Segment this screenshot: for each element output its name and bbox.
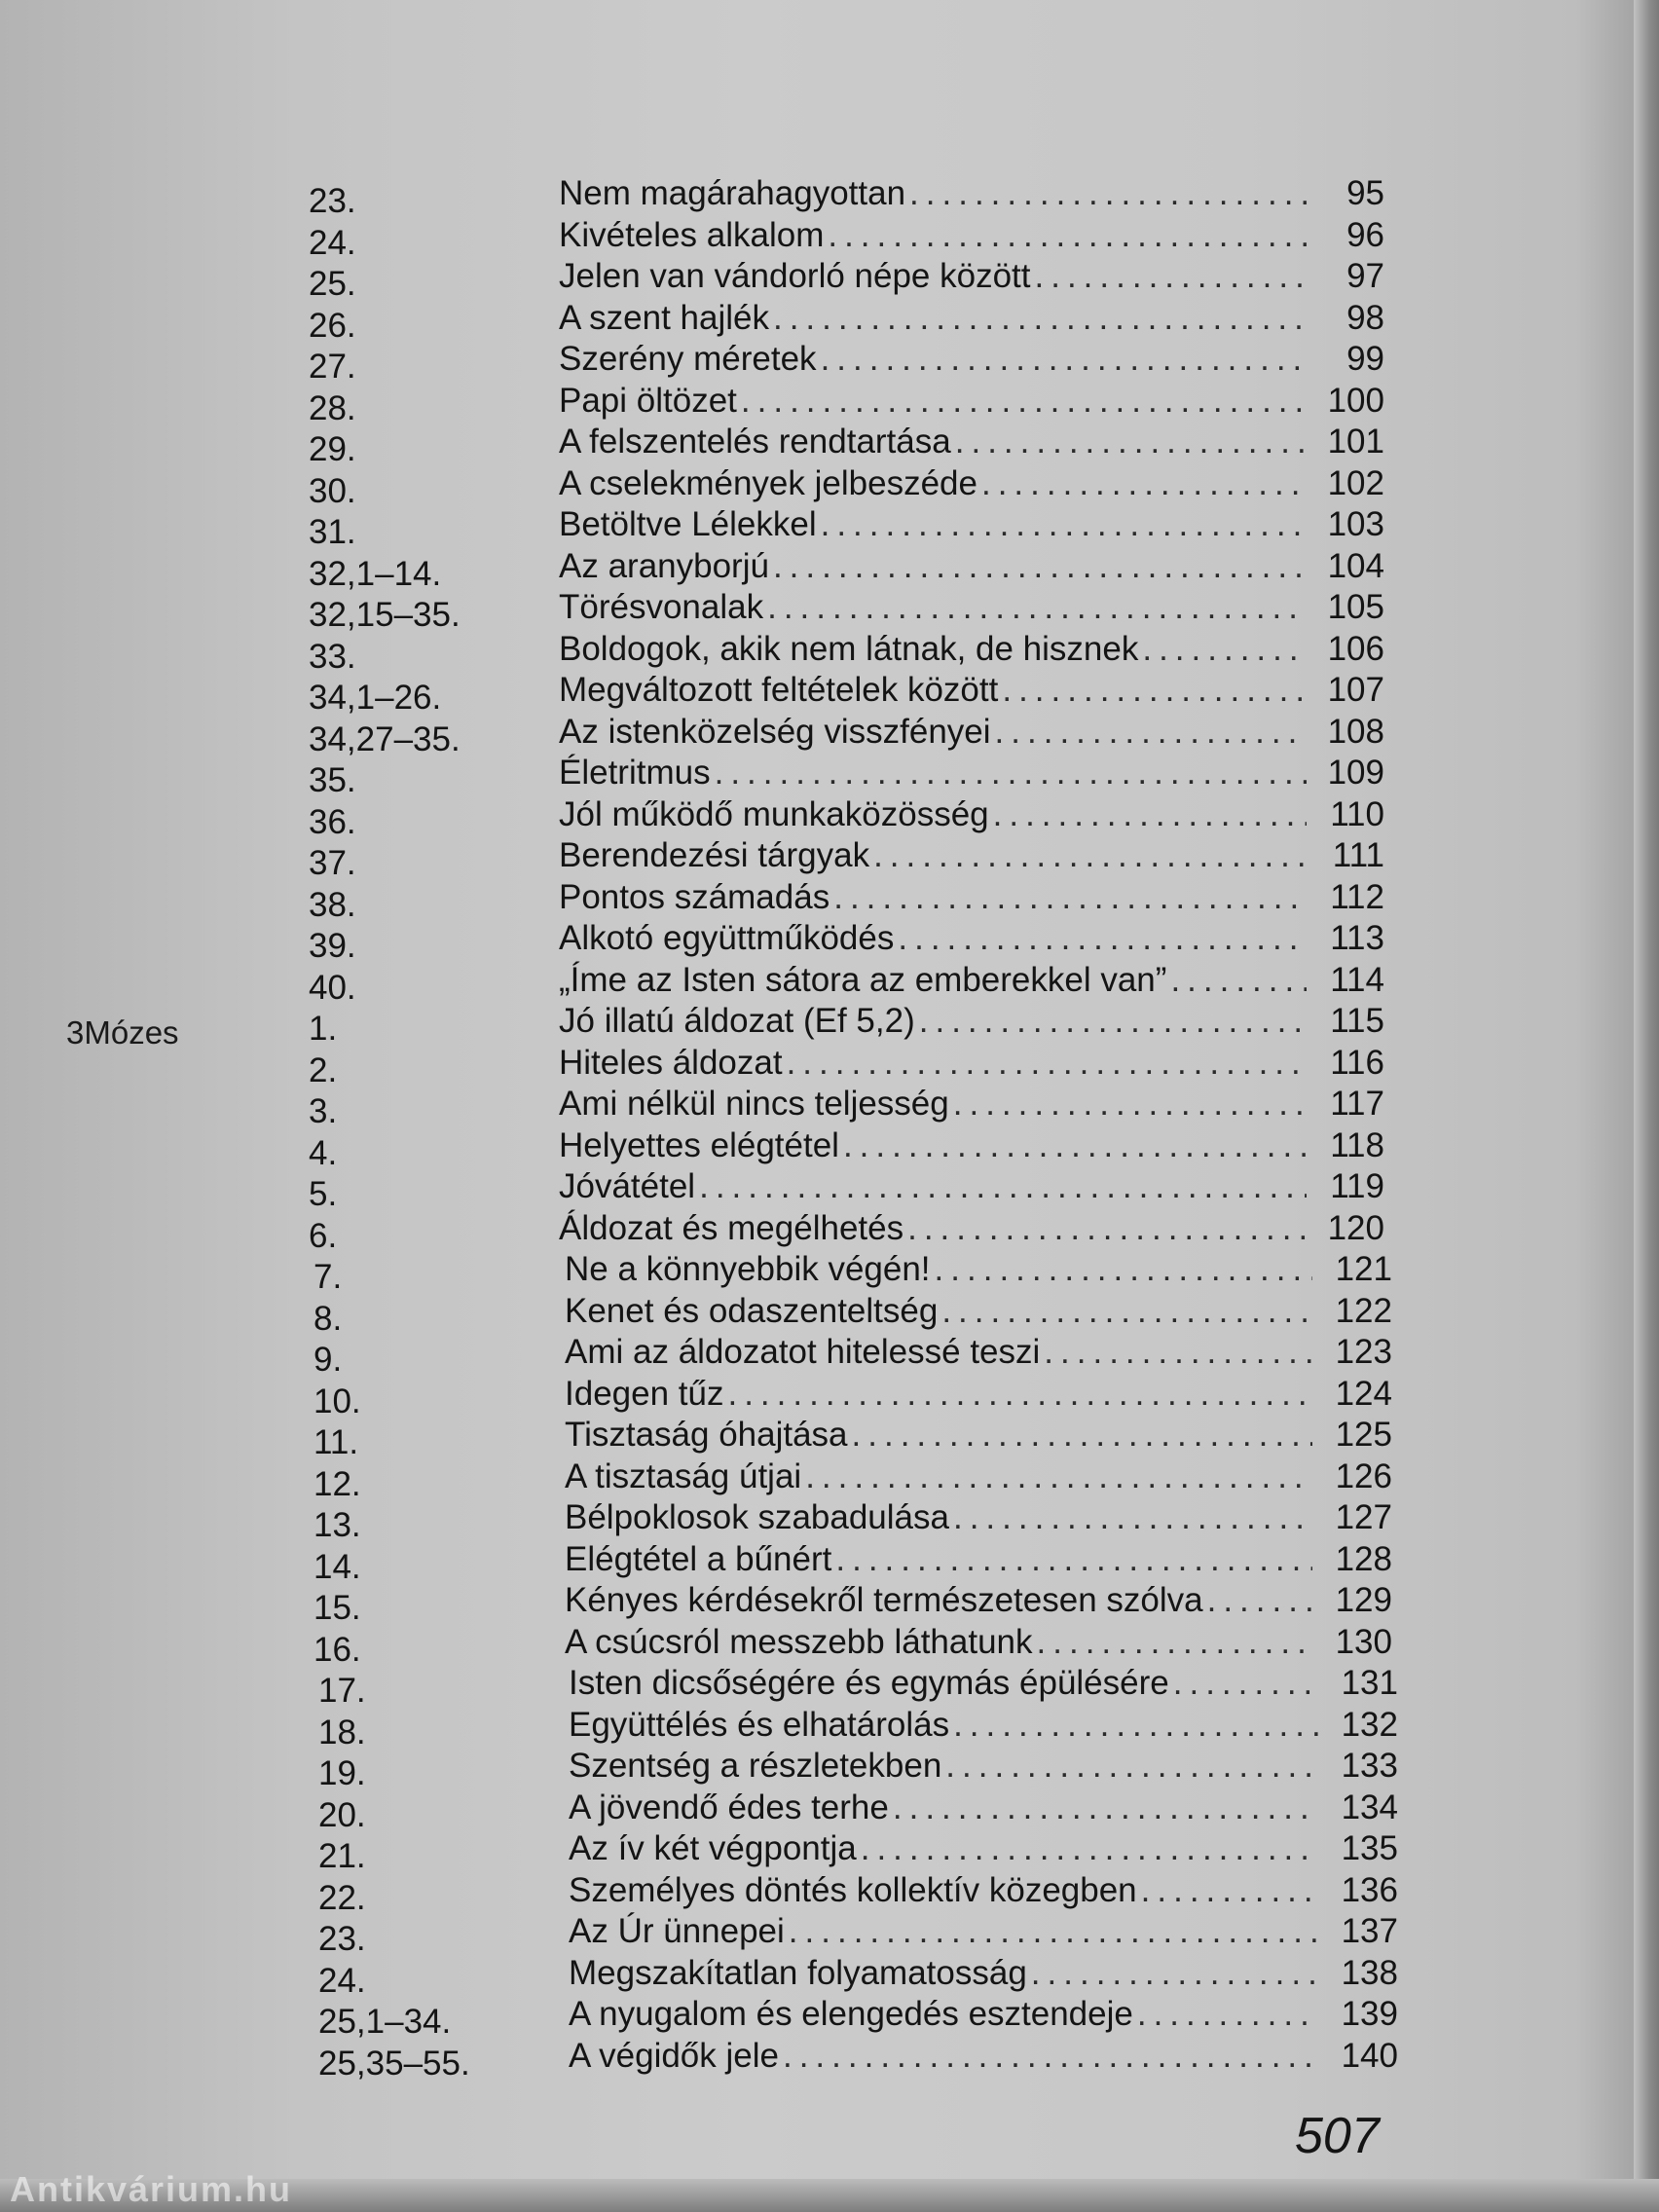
chapter-number: 28.	[309, 388, 356, 427]
page-ref: 110	[1330, 794, 1384, 833]
entry-title: A végidők jele	[569, 2036, 779, 2075]
toc-entry	[569, 2036, 1318, 2078]
leader-dots	[828, 215, 1307, 257]
toc-row	[0, 215, 1659, 262]
chapter-number: 20.	[318, 1795, 366, 1834]
entry-title: A nyugalom és elengedés esztendeje	[569, 1995, 1133, 2033]
toc-entry	[559, 712, 1307, 754]
leader-dots	[907, 1208, 1307, 1250]
toc-entry	[559, 918, 1307, 960]
chapter-number: 12.	[313, 1464, 361, 1503]
page-ref: 101	[1327, 423, 1384, 461]
entry-title: A tisztaság útjai	[565, 1456, 802, 1495]
toc-entry	[559, 587, 1307, 629]
toc-row	[0, 1747, 1659, 1792]
toc-entry	[565, 1456, 1312, 1498]
leader-dots	[1142, 629, 1307, 671]
page-number: 507	[1295, 2108, 1380, 2164]
toc-entry	[559, 298, 1307, 340]
chapter-number: 27.	[309, 348, 356, 386]
leader-dots	[861, 1828, 1318, 1870]
toc-row	[0, 1250, 1659, 1296]
chapter-number: 34,27–35.	[309, 719, 461, 758]
entry-title: Ami az áldozatot hitelessé teszi	[565, 1333, 1041, 1371]
page-ref: 116	[1330, 1043, 1384, 1082]
toc-row	[0, 1581, 1659, 1627]
toc-row	[0, 1167, 1659, 1213]
entry-title: Helyettes elégtétel	[559, 1125, 839, 1164]
entry-title: Kivételes alkalom	[559, 215, 825, 254]
leader-dots	[919, 1001, 1307, 1043]
leader-dots	[1170, 960, 1307, 1002]
page-ref: 113	[1330, 919, 1384, 957]
entry-title: Betöltve Lélekkel	[559, 505, 817, 543]
toc-row	[0, 960, 1659, 1007]
toc-row	[0, 1705, 1659, 1751]
toc-row	[0, 463, 1659, 510]
entry-title: Megváltozott feltételek között	[559, 671, 999, 709]
page-ref: 140	[1341, 2036, 1398, 2075]
toc-entry	[559, 504, 1307, 546]
leader-dots	[953, 1497, 1312, 1539]
toc-entry	[559, 877, 1307, 919]
chapter-number: 15.	[313, 1589, 361, 1627]
toc-row	[0, 1291, 1659, 1338]
entry-title: Papi öltözet	[559, 381, 737, 420]
leader-dots	[1137, 1994, 1318, 2036]
page-ref: 131	[1341, 1664, 1398, 1702]
page-ref: 137	[1341, 1912, 1398, 1950]
chapter-number: 32,1–14.	[309, 554, 442, 593]
leader-dots	[773, 298, 1307, 340]
toc-row	[0, 1085, 1659, 1130]
chapter-number: 25,35–55.	[318, 2044, 470, 2083]
entry-title: Az Úr ünnepei	[569, 1912, 785, 1950]
leader-dots	[909, 173, 1307, 215]
toc-entry	[569, 1911, 1318, 1953]
entry-title: Hiteles áldozat	[559, 1043, 783, 1082]
toc-entry	[559, 835, 1307, 877]
entry-title: A cselekmények jelbeszéde	[559, 463, 977, 502]
page-ref: 125	[1335, 1416, 1392, 1454]
leader-dots	[789, 1911, 1318, 1953]
entry-title: Boldogok, akik nem látnak, de hisznek	[559, 629, 1139, 668]
toc-entry	[569, 1828, 1318, 1870]
toc-entry	[559, 1166, 1307, 1208]
toc-row	[0, 1374, 1659, 1420]
page-ref: 128	[1335, 1539, 1392, 1578]
entry-title: Tisztaság óhajtása	[565, 1416, 848, 1454]
page-ref: 129	[1335, 1581, 1392, 1619]
leader-dots	[981, 463, 1307, 505]
page-ref: 130	[1335, 1622, 1392, 1661]
toc-entry	[559, 960, 1307, 1002]
page-ref: 119	[1330, 1167, 1384, 1205]
toc-row	[0, 836, 1659, 882]
leader-dots	[953, 1705, 1318, 1747]
toc-entry	[565, 1291, 1312, 1333]
page-ref: 114	[1330, 960, 1384, 999]
entry-title: Bélpoklosok szabadulása	[565, 1498, 949, 1536]
chapter-number: 13.	[313, 1506, 361, 1544]
leader-dots	[993, 794, 1307, 836]
toc-entry	[559, 546, 1307, 588]
page-ref: 127	[1335, 1498, 1392, 1536]
leader-dots	[1002, 670, 1307, 712]
entry-title: Személyes döntés kollektív közegben	[569, 1870, 1137, 1909]
toc-entry	[569, 1870, 1318, 1912]
entry-title: Szentség a részletekben	[569, 1747, 942, 1785]
toc-row	[0, 381, 1659, 427]
toc-row	[0, 505, 1659, 551]
leader-dots	[898, 918, 1307, 960]
chapter-number: 29.	[309, 430, 356, 468]
chapter-number: 5.	[309, 1175, 338, 1213]
leader-dots	[1173, 1663, 1318, 1705]
toc-entry	[569, 1994, 1318, 2036]
toc-row	[0, 1125, 1659, 1172]
page-ref: 134	[1341, 1788, 1398, 1826]
toc-entry	[559, 215, 1307, 257]
toc-row	[0, 2036, 1659, 2083]
toc-entry	[559, 173, 1307, 215]
leader-dots	[787, 1043, 1307, 1085]
chapter-number: 10.	[313, 1382, 361, 1420]
entry-title: A jövendő édes terhe	[569, 1788, 889, 1826]
page-ref: 99	[1346, 340, 1384, 378]
chapter-number: 30.	[309, 471, 356, 510]
toc-row	[0, 1498, 1659, 1544]
page-ref: 102	[1327, 463, 1384, 502]
entry-title: Törésvonalak	[559, 588, 764, 626]
toc-row	[0, 1912, 1659, 1958]
page-ref: 117	[1330, 1085, 1384, 1123]
toc-entry	[565, 1497, 1312, 1539]
toc-row	[0, 1539, 1659, 1586]
toc-entry	[559, 1208, 1307, 1250]
page-ref: 138	[1341, 1953, 1398, 1992]
leader-dots	[773, 546, 1307, 588]
entry-title: Együttélés és elhatárolás	[569, 1705, 950, 1744]
leader-dots	[953, 1084, 1307, 1125]
chapter-number: 32,15–35.	[309, 596, 461, 634]
toc-row	[0, 257, 1659, 303]
toc-row	[0, 1456, 1659, 1503]
entry-title: Jóvátétel	[559, 1167, 696, 1205]
toc-row	[0, 1995, 1659, 2041]
toc-entry	[565, 1332, 1312, 1374]
toc-row	[0, 919, 1659, 965]
entry-title: Idegen tűz	[565, 1374, 724, 1413]
toc-entry	[569, 1663, 1318, 1705]
leader-dots	[995, 712, 1307, 754]
page-ref: 112	[1330, 877, 1384, 916]
page-ref: 107	[1327, 671, 1384, 709]
page-ref: 124	[1335, 1374, 1392, 1413]
page-ref: 105	[1327, 588, 1384, 626]
page-ref: 123	[1335, 1333, 1392, 1371]
leader-dots	[727, 1374, 1312, 1416]
toc-row	[0, 794, 1659, 841]
toc-entry	[559, 463, 1307, 505]
chapter-number: 9.	[313, 1341, 343, 1379]
page-ref: 133	[1341, 1747, 1398, 1785]
chapter-number: 35.	[309, 761, 356, 799]
toc-entry	[559, 753, 1307, 794]
leader-dots	[821, 504, 1307, 546]
leader-dots	[805, 1456, 1312, 1498]
toc-entry	[559, 794, 1307, 836]
toc-row	[0, 425, 1659, 467]
chapter-number: 31.	[309, 513, 356, 551]
entry-title: Jelen van vándorló népe között	[559, 257, 1031, 295]
chapter-number: 25,1–34.	[318, 2003, 452, 2041]
leader-dots	[835, 1539, 1312, 1581]
chapter-number: 11.	[313, 1423, 359, 1461]
chapter-number: 34,1–26.	[309, 679, 442, 717]
toc-entry	[559, 670, 1307, 712]
leader-dots	[935, 1249, 1312, 1291]
toc-entry	[565, 1539, 1312, 1581]
toc-row	[0, 1664, 1659, 1710]
leader-dots	[1031, 1953, 1318, 1995]
leader-dots	[955, 422, 1307, 463]
chapter-number: 1.	[309, 1010, 338, 1048]
chapter-number: 37.	[309, 844, 356, 882]
chapter-number: 21.	[318, 1837, 366, 1875]
book-label: 3Mózes	[66, 1014, 179, 1051]
leader-dots	[893, 1788, 1318, 1829]
entry-title: Áldozat és megélhetés	[559, 1208, 904, 1247]
page-ref: 106	[1327, 629, 1384, 668]
toc-row	[0, 1043, 1659, 1089]
page-ref: 135	[1341, 1829, 1398, 1867]
chapter-number: 23.	[309, 182, 356, 220]
toc-row	[0, 1870, 1659, 1917]
leader-dots	[941, 1291, 1312, 1333]
page-ref: 104	[1327, 546, 1384, 585]
page-ref: 109	[1327, 754, 1384, 792]
page-ref: 108	[1327, 712, 1384, 751]
entry-title: Ne a könnyebbik végén!	[565, 1250, 931, 1288]
leader-dots	[873, 835, 1307, 877]
toc-entry	[559, 339, 1307, 381]
entry-title: Nem magárahagyottan	[559, 174, 906, 212]
chapter-number: 22.	[318, 1878, 366, 1917]
page-ref: 132	[1341, 1705, 1398, 1744]
chapter-number: 7.	[313, 1258, 343, 1296]
leader-dots	[715, 753, 1307, 794]
page-ref: 115	[1330, 1002, 1384, 1040]
chapter-number: 25.	[309, 265, 356, 303]
chapter-number: 14.	[313, 1547, 361, 1586]
leader-dots	[741, 381, 1307, 423]
toc-row	[0, 1622, 1659, 1669]
page-ref: 100	[1327, 381, 1384, 420]
toc-row	[0, 546, 1659, 593]
leader-dots	[821, 339, 1307, 381]
toc-entry	[569, 1746, 1318, 1788]
toc-entry	[569, 1705, 1318, 1747]
toc-row	[0, 174, 1659, 220]
entry-title: Jó illatú áldozat (Ef 5,2)	[559, 1002, 915, 1040]
entry-title: Az istenközelség visszfényei	[559, 712, 991, 751]
chapter-number: 24.	[309, 223, 356, 262]
watermark: Antikvárium.hu	[10, 2169, 293, 2209]
leader-dots	[699, 1166, 1307, 1208]
page-ref: 136	[1341, 1870, 1398, 1909]
toc-entry	[559, 629, 1307, 671]
entry-title: A szent hajlék	[559, 298, 769, 337]
page-ref: 111	[1332, 836, 1384, 874]
toc-row	[0, 340, 1659, 386]
leader-dots	[1035, 256, 1308, 298]
chapter-number: 40.	[309, 968, 356, 1007]
toc-entry	[569, 1953, 1318, 1995]
chapter-number: 16.	[313, 1630, 361, 1669]
entry-title: Isten dicsőségére és egymás épülésére	[569, 1664, 1169, 1702]
page-ref: 126	[1335, 1456, 1392, 1495]
toc-entry	[559, 1084, 1307, 1125]
page-ref: 121	[1335, 1250, 1392, 1288]
toc-row	[0, 1953, 1659, 2000]
toc-row	[0, 877, 1659, 924]
toc-row	[0, 1416, 1659, 1461]
entry-title: Ami nélkül nincs teljesség	[559, 1085, 949, 1123]
leader-dots	[1141, 1870, 1318, 1912]
toc-entry	[565, 1249, 1312, 1291]
entry-title: Életritmus	[559, 754, 711, 792]
entry-title: A csúcsról messzebb láthatunk	[565, 1622, 1033, 1661]
leader-dots	[945, 1746, 1318, 1788]
toc-row	[0, 712, 1659, 758]
leader-dots	[852, 1415, 1312, 1456]
entry-title: A felszentelés rendtartása	[559, 423, 951, 461]
toc-entry	[565, 1622, 1312, 1664]
chapter-number: 3.	[309, 1092, 338, 1130]
leader-dots	[1207, 1580, 1312, 1622]
page-ref: 139	[1341, 1995, 1398, 2033]
toc-row	[0, 1002, 1659, 1048]
leader-dots	[767, 587, 1307, 629]
entry-title: Kenet és odaszenteltség	[565, 1291, 939, 1330]
page-bottom-edge	[0, 2169, 1659, 2212]
page-ref: 96	[1346, 215, 1384, 254]
chapter-number: 17.	[318, 1672, 366, 1710]
toc-row	[0, 629, 1659, 676]
page-ref: 97	[1346, 257, 1384, 295]
entry-title: Szerény méretek	[559, 340, 817, 378]
entry-title: Kényes kérdésekről természetesen szólva	[565, 1581, 1203, 1619]
chapter-number: 26.	[309, 306, 356, 345]
leader-dots	[1037, 1622, 1312, 1664]
chapter-number: 24.	[318, 1961, 366, 2000]
entry-title: Elégtétel a bűnért	[565, 1539, 832, 1578]
entry-title: Berendezési tárgyak	[559, 836, 870, 874]
chapter-number: 4.	[309, 1133, 338, 1172]
entry-title: Az ív két végpontja	[569, 1829, 857, 1867]
table-of-contents	[0, 174, 1659, 2083]
chapter-number: 8.	[313, 1299, 343, 1338]
chapter-number: 19.	[318, 1754, 366, 1792]
chapter-number: 6.	[309, 1216, 338, 1255]
toc-row	[0, 756, 1659, 798]
entry-title: Az aranyborjú	[559, 546, 769, 585]
toc-entry	[569, 1788, 1318, 1829]
toc-row	[0, 1829, 1659, 1875]
page-ref: 122	[1335, 1291, 1392, 1330]
toc-row	[0, 588, 1659, 634]
chapter-number: 33.	[309, 637, 356, 676]
toc-row	[0, 1333, 1659, 1379]
page-ref: 103	[1327, 505, 1384, 543]
page-ref: 98	[1346, 298, 1384, 337]
page-ref: 120	[1327, 1208, 1384, 1247]
toc-entry	[565, 1415, 1312, 1456]
toc-entry	[559, 1001, 1307, 1043]
toc-entry	[559, 381, 1307, 423]
toc-entry	[559, 1125, 1307, 1167]
toc-entry	[565, 1374, 1312, 1416]
entry-title: Megszakítatlan folyamatosság	[569, 1953, 1027, 1992]
chapter-number: 18.	[318, 1713, 366, 1751]
toc-row	[0, 1788, 1659, 1834]
chapter-number: 23.	[318, 1920, 366, 1958]
entry-title: Pontos számadás	[559, 877, 830, 916]
chapter-number: 39.	[309, 927, 356, 965]
toc-row	[0, 1208, 1659, 1255]
toc-row	[0, 298, 1659, 345]
chapter-number: 2.	[309, 1051, 338, 1089]
chapter-number: 38.	[309, 885, 356, 924]
leader-dots	[1044, 1332, 1312, 1374]
leader-dots	[783, 2036, 1318, 2078]
entry-title: Jól működő munkaközösség	[559, 794, 989, 833]
toc-entry	[559, 422, 1307, 463]
page-ref: 118	[1330, 1125, 1384, 1164]
toc-entry	[565, 1580, 1312, 1622]
leader-dots	[833, 877, 1307, 919]
leader-dots	[843, 1125, 1307, 1167]
toc-entry	[559, 1043, 1307, 1085]
chapter-number: 36.	[309, 802, 356, 841]
toc-row	[0, 671, 1659, 717]
entry-title: Alkotó együttműködés	[559, 919, 895, 957]
page-ref: 95	[1346, 174, 1384, 212]
entry-title: „Íme az Isten sátora az emberekkel van”	[559, 960, 1167, 999]
toc-entry	[559, 256, 1307, 298]
